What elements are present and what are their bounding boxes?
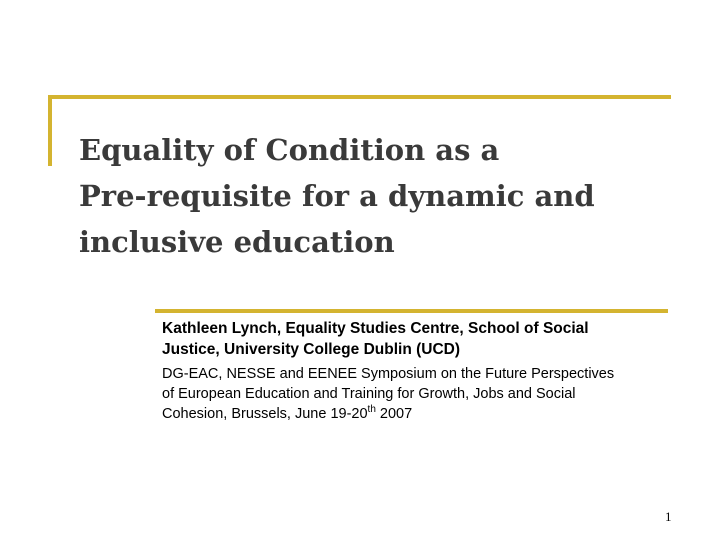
author-affiliation	[162, 318, 672, 360]
title-line: Equality of Condition as a	[79, 133, 500, 167]
author-line: Justice, University College Dublin (UCD)	[162, 341, 460, 358]
subtitle-block	[162, 318, 672, 424]
event-date-text: Cohesion, Brussels, June 19-20	[162, 406, 368, 422]
event-line: DG-EAC, NESSE and EENEE Symposium on the Future Perspectives	[162, 366, 615, 382]
event-line	[162, 404, 672, 424]
author-line: Kathleen Lynch, Equality Studies Centre, School of Social	[162, 320, 589, 337]
top-accent-rule	[48, 95, 671, 99]
event-line: of European Education and Training for Growth, Jobs and Social	[162, 386, 576, 402]
left-accent-rule	[48, 95, 52, 166]
subtitle-accent-rule	[155, 309, 668, 313]
slide-title	[79, 127, 679, 265]
title-line: inclusive education	[79, 225, 395, 259]
event-year-text: 2007	[375, 406, 413, 422]
page-number: 1	[665, 509, 672, 524]
event-description	[162, 364, 672, 424]
title-line: Pre-requisite for a dynamic and	[79, 179, 595, 213]
ordinal-suffix: th	[367, 404, 376, 416]
